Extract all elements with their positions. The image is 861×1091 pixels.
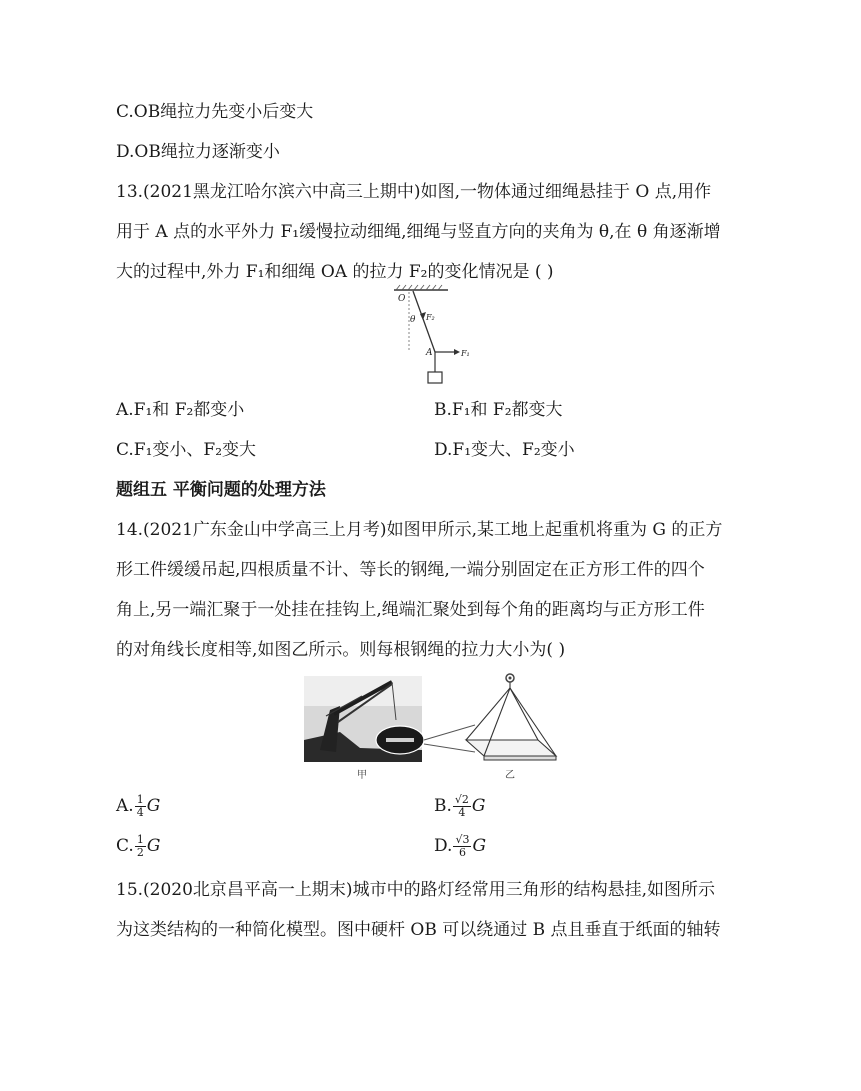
label-o: O — [398, 294, 406, 304]
label-f1: F₁ — [461, 349, 470, 358]
fraction: $\frac{1}{4}$ — [136, 793, 144, 819]
q15-text-line2: 为这类结构的一种简化模型。图中硬杆 OB 可以绕通过 B 点且垂直于纸面的轴转 — [116, 920, 721, 940]
q12-option-d: D.OB绳拉力逐渐变小 — [116, 142, 280, 162]
q13-text-line3: 大的过程中,外力 F₁和细绳 OA 的拉力 F₂的变化情况是 ( ) — [116, 262, 554, 282]
f1-arrow-icon — [454, 349, 460, 355]
q14-text-line3: 角上,另一端汇聚于一处挂在挂钩上,绳端汇聚处到每个角的距离均与正方形工件 — [116, 600, 705, 620]
q14-option-b: B. $\frac{√2}{4}$ G — [434, 793, 486, 819]
zoom-line-bottom — [424, 744, 475, 752]
q14-figure — [300, 670, 590, 782]
label-f2: F₂ — [426, 313, 435, 322]
fig-caption-jia: 甲 — [357, 770, 367, 781]
fig-caption-yi: 乙 — [505, 770, 515, 781]
fraction: $\frac{1}{2}$ — [136, 833, 144, 859]
q13-option-b: B.F₁和 F₂都变大 — [434, 400, 563, 420]
q13-option-c: C.F₁变小、F₂变大 — [116, 440, 257, 460]
q13-option-d: D.F₁变大、F₂变小 — [434, 440, 575, 460]
q14-text-line4: 的对角线长度相等,如图乙所示。则每根钢绳的拉力大小为( ) — [116, 640, 566, 660]
q14-text-line2: 形工件缓缓吊起,四根质量不计、等长的钢绳,一端分别固定在正方形工件的四个 — [116, 560, 705, 580]
section-title: 题组五 平衡问题的处理方法 — [116, 480, 326, 500]
square-workpiece — [466, 740, 556, 756]
q13-option-a: A.F₁和 F₂都变小 — [116, 400, 245, 420]
fraction: $\frac{√2}{4}$ — [454, 793, 469, 819]
q15-text-line1: 15.(2020北京昌平高一上期末)城市中的路灯经常用三角形的结构悬挂,如图所示 — [116, 880, 715, 900]
q14-option-c: C. $\frac{1}{2}$ G — [116, 833, 161, 859]
q13-text-line2: 用于 A 点的水平外力 F₁缓慢拉动细绳,细绳与竖直方向的夹角为 θ,在 θ 角逐渐增 — [116, 222, 721, 242]
q14-option-d: D. $\frac{√3}{6}$ G — [434, 833, 487, 859]
label-a: A — [426, 348, 433, 358]
q14-option-a: A. $\frac{1}{4}$ G — [116, 793, 161, 819]
q13-figure — [388, 284, 488, 390]
hanging-block — [428, 372, 442, 383]
label-theta: θ — [410, 315, 416, 325]
q13-text-line1: 13.(2021黑龙江哈尔滨六中高三上期中)如图,一物体通过细绳悬挂于 O 点,用作 — [116, 182, 712, 202]
q12-option-c: C.OB绳拉力先变小后变大 — [116, 102, 314, 122]
fraction: $\frac{√3}{6}$ — [455, 833, 470, 859]
q14-text-line1: 14.(2021广东金山中学高三上月考)如图甲所示,某工地上起重机将重为 G 的正方 — [116, 520, 723, 540]
